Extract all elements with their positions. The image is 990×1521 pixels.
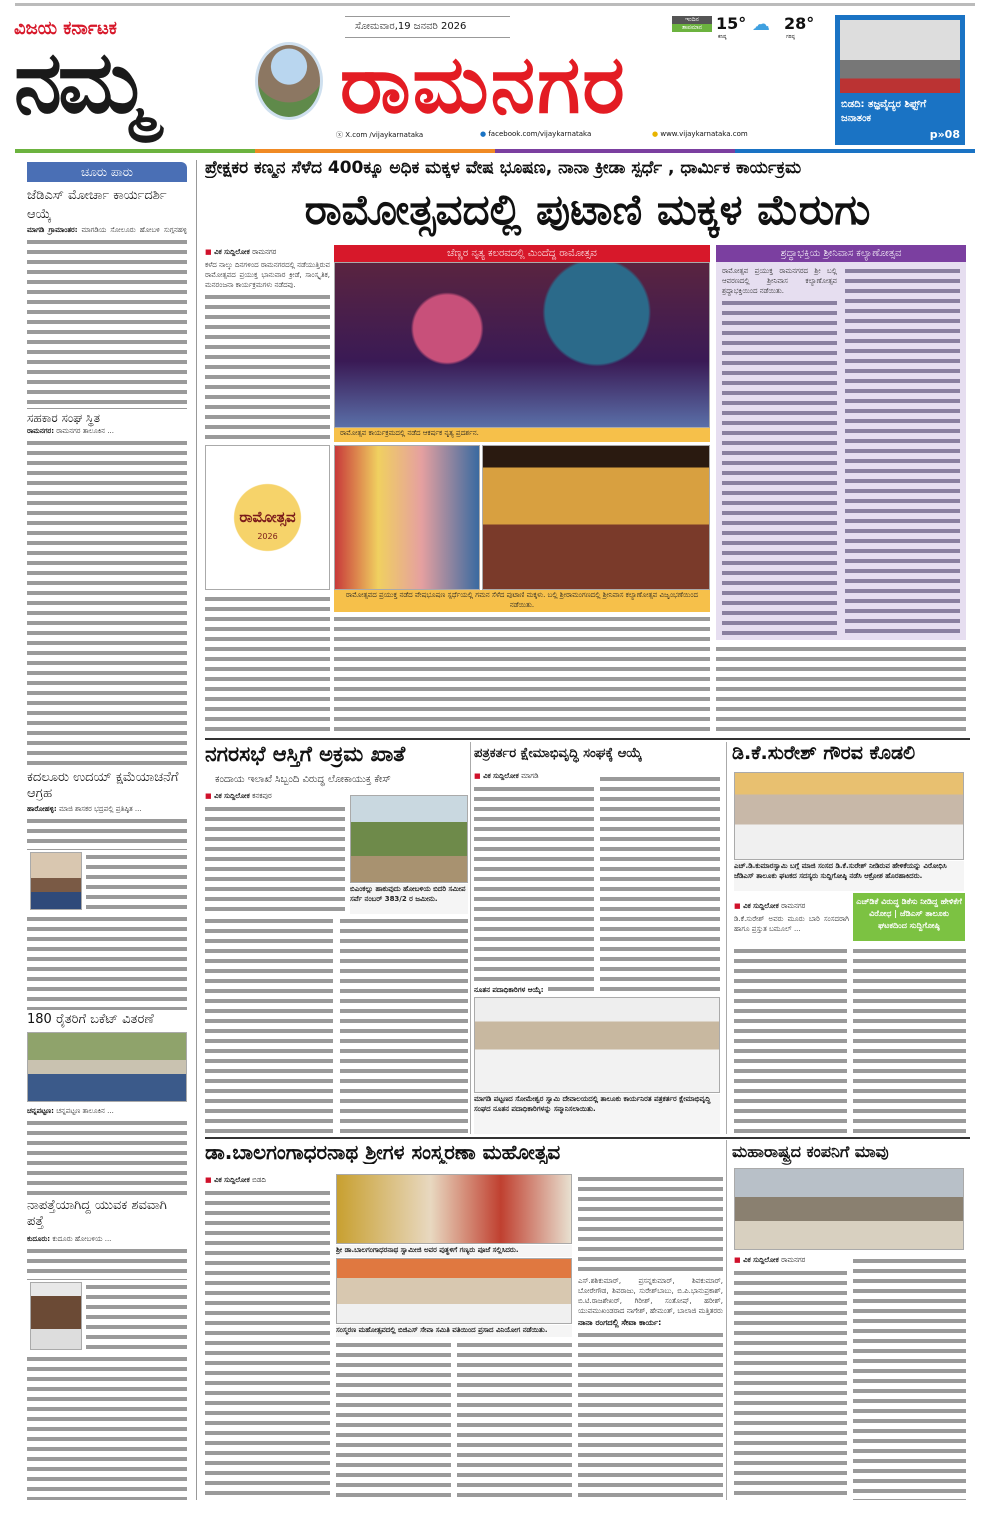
social-x[interactable] [336, 130, 423, 140]
weather-label-top: ಇಂದಿನ [672, 16, 712, 24]
sidebar-header: ಚೂರು ಪಾರು [27, 162, 187, 182]
masthead-title-right: ರಾಮನಗರ [340, 38, 627, 131]
col-divider-a [470, 742, 471, 1134]
balagangadhar-body5 [578, 1330, 723, 1500]
sidebar-body-3a [27, 816, 187, 850]
sidebar-body-3c [27, 914, 187, 1010]
weather-widget [672, 14, 832, 42]
promo-box[interactable] [835, 15, 965, 145]
nagarasabhe-headline: ನಗರಸಭೆ ಆಸ್ತಿಗೆ ಅಕ್ರಮ ಖಾತೆ [205, 742, 406, 766]
nagarasabhe-subhead: ಕಂದಾಯ ಇಲಾಖೆ ಸಿಬ್ಬಂದಿ ವಿರುದ್ಧ ಲೋಕಾಯುಕ್ತ ಕೇಸ್ [215, 774, 391, 785]
lead-photo-dance [334, 262, 710, 428]
nagarasabhe-photo-caption: ಬಿಎಂಕಲ್ಲು ಹಾಕುವುದು ಹೋಬಳಿಯ ಬಿದರಿ ಸಮೀಪ ಸರ್ವೆ ನಂಬರ್ 383/2 ರ ಜಮೀನು. [350, 884, 468, 914]
balagangadhar-names: ಎಸ್.ಶಶಿಕುಮಾರ್, ಪ್ರಸನ್ನಕುಮಾರ್, ಶಿವಕುಮಾರ್, ಬೋರೇಗೌಡ, ಶಿವರಾಜು, ಸುರೇಶ್‌ಬಾಬು, ಬಿ.ಪಿ.ಭಾನುಪ್ರಕಾಶ್, ಬಿ.ಟಿ.ರಾಜಶೇಖರ್, ಗಿರೀಶ್, ಸಂತೋಷ್, ಹರೀಶ್, ಯುವಮುಖಂಡರಾದ ನಾಗೇಶ್, ಹೇಮಂತ್, ಬಾಲಾಜಿ ಮತ್ತಿತರರು [578, 1277, 723, 1315]
promo-page: p»08 [929, 128, 960, 141]
sidebar-divider [196, 160, 197, 1500]
maharashtra-body2 [853, 1256, 966, 1500]
row-divider-1 [205, 738, 970, 740]
sidebar-lead-2: ರಾಮನಗರ: ರಾಮನಗರ ತಾಲೂಕಿನ ... [27, 427, 114, 435]
balagangadhar-headline: ಡಾ.ಬಾಲಗಂಗಾಧರನಾಥ ಶ್ರೀಗಳ ಸಂಸ್ಮರಣಾ ಮಹೋತ್ಸವ [205, 1140, 561, 1164]
lead-side-body2 [845, 266, 960, 636]
balagangadhar-body1 [205, 1188, 330, 1500]
sidebar-body-4 [27, 1118, 187, 1196]
ramotsava-logo [205, 445, 330, 590]
dksuresh-photo-caption: ಎಚ್.ಡಿ.ಕುಮಾರಸ್ವಾಮಿ ಬಗ್ಗೆ ಮಾಜಿ ಸಂಸದ ಡಿ.ಕೆ.ಸುರೇಶ್ ನೀಡಿರುವ ಹೇಳಿಕೆಯನ್ನು ವಿರೋಧಿಸಿ ಜೆಡಿಎಸ್ ತಾಲೂಕು ಘಟಕದ ಸದಸ್ಯರು ಸುದ್ದಿಗೋಷ್ಠಿ ನಡೆಸಿ ಆಕ್ರೋಶ ಹೊರಹಾಕಿದರು. [734, 861, 964, 891]
sidebar-lead-3: ಹಾರೋಹಳ್ಳಿ: ಮಾಜಿ ಶಾಸಕರ ಭದ್ರಪಲ್ಲಿ ಪ್ರತಿಷ್ಠಿತ ... [27, 805, 142, 813]
sidebar-body-2 [27, 438, 187, 768]
lead-side-text: ರಾಮೋತ್ಸವ ಪ್ರಯುಕ್ತ ರಾಮನಗರದ ಶ್ರೀ ಬಲ್ಲಿ ಆವರಣದಲ್ಲಿ ಶ್ರೀನಿವಾಸ ಕಲ್ಯಾಣೋತ್ಸವ ಶ್ರದ್ಧಾಭಕ್ತಿಯಿಂದ ನಡೆಯಿತು. [722, 267, 837, 295]
col-divider-b [726, 742, 727, 1134]
social-web-text: www.vijaykarnataka.com [660, 130, 748, 138]
weather-label-bottom: ತಾಪಮಾನ [672, 24, 712, 32]
date-text: ಸೋಮವಾರ,19 ಜನವರಿ 2026 [355, 21, 467, 32]
journalist-photo-caption: ಮಾಗಡಿ ಪಟ್ಟಣದ ಸೋಮೇಶ್ವರ ಸ್ವಾಮಿ ದೇವಾಲಯದಲ್ಲಿ ತಾಲೂಕು ಕಾರ್ಯನಿರತ ಪತ್ರಕರ್ತರ ಕ್ಷೇಮಾಭಿವೃದ್ಧಿ ಸಂಘದ ನೂತನ ಪದಾಧಿಕಾರಿಗಳನ್ನು ಸನ್ಮಾನಿಸಲಾಯಿತು. [474, 1094, 720, 1134]
dksuresh-byline: ■ ವಿಕ ಸುದ್ದಿಲೋಕ ರಾಮನಗರ [734, 902, 805, 911]
top-rule [15, 3, 975, 6]
lead-photo2-caption: ರಾಮೋತ್ಸವದ ಪ್ರಯುಕ್ತ ನಡೆದ ವೇಷಭೂಷಣ ಸ್ಪರ್ಧೆಯಲ್ಲಿ ಗಮನ ಸೆಳೆದ ಪುಟಾಣಿ ಮಕ್ಕಳು. ಬಲ್ಲಿ ಶ್ರೀರಾಮಂಗಣದಲ್ಲಿ ಶ್ರೀನಿವಾಸ ಕಲ್ಯಾಣೋತ್ಸವ ವಿಜೃಂಭಣೆಯಿಂದ ನಡೆಯಿತು. [334, 590, 710, 612]
min-temp-label: ಕನಿಷ್ಠ [718, 34, 727, 40]
lead-headline: ರಾಮೋತ್ಸವದಲ್ಲಿ ಪುಟಾಣಿ ಮಕ್ಕಳ ಮೆರುಗು [304, 185, 871, 234]
maharashtra-body1 [734, 1268, 847, 1500]
lead-body-col1 [205, 292, 330, 440]
sidebar-headline-1: ಜೆಡಿಎಸ್ ಮೋರ್ಚಾ ಕಾರ್ಯದರ್ಶಿ ಆಯ್ಕೆ [27, 188, 167, 222]
dksuresh-body2 [853, 946, 966, 1134]
sidebar-body-5c [27, 1354, 187, 1500]
cloud-sun-rain-icon: ☁ [752, 14, 770, 35]
lead-body-row [205, 594, 330, 734]
sidebar-headline-3: ಕದಲೂರು ಉದಯ್ ಕ್ಷಮೆಯಾಚನೆಗೆ ಆಗ್ರಹ [27, 770, 179, 801]
balagangadhar-photo1-caption: ಶ್ರೀ ಡಾ.ಬಾಲಗಂಗಾಧರನಾಥ ಸ್ವಾಮೀಜಿ ಅವರ ಪುತ್ಥಳಿಗೆ ಗಣ್ಯರು ಪೂಜೆ ಸಲ್ಲಿಸಿದರು. [336, 1245, 572, 1257]
sidebar-portrait-1 [30, 852, 82, 910]
balagangadhar-photo2-caption: ಸಂಸ್ಮರಣ ಮಹೋತ್ಸವದಲ್ಲಿ ಬಿಜಿಎಸ್ ಸೇವಾ ಸಮಿತಿ ವತಿಯಿಂದ ಪ್ರಸಾದ ವಿನಿಯೋಗ ನಡೆಯಿತು. [336, 1325, 572, 1337]
maharashtra-photo [734, 1168, 964, 1250]
max-temp-label: ಗರಿಷ್ಠ [786, 34, 795, 40]
sidebar-lead-4: ಚನ್ನಪಟ್ಟಣ: ಚನ್ನಪಟ್ಟಣ ತಾಲೂಕಿನ ... [27, 1107, 114, 1115]
lead-kicker: ಪ್ರೇಕ್ಷಕರ ಕಣ್ಮನ ಸೆಳೆದ 400ಕ್ಕೂ ಅಧಿಕ ಮಕ್ಕಳ ವೇಷ ಭೂಷಣ, ನಾನಾ ಕ್ರೀಡಾ ಸ್ಪರ್ಧೆ , ಧಾರ್ಮಿಕ ಕಾರ್ಯಕ್ರಮ [205, 158, 802, 178]
lead-byline: ■ ವಿಕ ಸುದ್ದಿಲೋಕ ರಾಮನಗರ [205, 248, 276, 257]
lead-photo-kalyanotsava [482, 445, 710, 590]
lead-photo1-caption: ರಾಮೋತ್ಸವ ಕಾರ್ಯಕ್ರಮದಲ್ಲಿ ನಡೆದ ಆಕರ್ಷಕ ನೃತ್ಯ ಪ್ರದರ್ಶನ. [334, 428, 710, 442]
social-web[interactable] [652, 130, 748, 138]
col-divider-c [726, 1140, 727, 1500]
color-rule-blue [735, 149, 975, 153]
lead-photo-header: ಚೆಣ್ಣರ ನೃತ್ಯ ಕಲರವದಲ್ಲಿ ಮಿಂದೆದ್ದ ರಾಮೋತ್ಸವ [334, 245, 710, 262]
balagangadhar-body2 [336, 1340, 451, 1500]
social-x-text: X.com /vijaykarnataka [345, 131, 424, 139]
sidebar-headline-4: 180 ರೈತರಿಗೆ ಬಕೆಟ್ ವಿತರಣೆ [27, 1012, 154, 1027]
max-temp: 28° [784, 14, 815, 33]
journalist-photo [474, 997, 720, 1093]
sidebar-photo-farmers [27, 1032, 187, 1102]
lead-photo-kids [334, 445, 480, 590]
journalist-body2 [600, 774, 720, 994]
sidebar-lead-1: ಮಾಗಡಿ ಗ್ರಾಮಾಂತರ: ಮಾಗಡಿಯ ಸೋಲೂರು ಹೋಬಳಿ ಸುಗ್ಗನಹಳ್ಳಿ [27, 226, 187, 234]
nagarasabhe-photo-land [350, 795, 468, 883]
dksuresh-headline: ಡಿ.ಕೆ.ಸುರೇಶ್ ಗೌರವ ಕೊಡಲಿ [732, 742, 916, 764]
sidebar-portrait-2 [30, 1282, 82, 1350]
lead-side-body3 [716, 644, 966, 734]
row-divider-2 [205, 1137, 970, 1139]
promo-photo [840, 20, 960, 93]
sidebar-headline-2: ಸಹಕಾರ ಸಂಘ ಸ್ಥಿತ [27, 408, 187, 426]
dksuresh-body1 [734, 946, 847, 1134]
balagangadhar-body4 [578, 1174, 723, 1274]
nagarasabhe-body3 [340, 916, 468, 1136]
balagangadhar-photo-prasada [336, 1258, 572, 1324]
sidebar-body-1 [27, 237, 187, 405]
lead-body-row2 [334, 614, 710, 734]
nagarasabhe-byline: ■ ವಿಕ ಸುದ್ದಿಲೋಕ ಕನಕಪುರ [205, 792, 272, 801]
sidebar-body-5a [27, 1246, 187, 1280]
maharashtra-headline: ಮಹಾರಾಷ್ಟ್ರದ ಕಂಪನಿಗೆ ಮಾವು [732, 1142, 889, 1161]
ramotsava-logo-text: ರಾಮೋತ್ಸವ [239, 508, 296, 526]
balagangadhar-byline: ■ ವಿಕ ಸುದ್ದಿಲೋಕ ಬಿಡದಿ [205, 1176, 266, 1185]
journalist-byline: ■ ವಿಕ ಸುದ್ದಿಲೋಕ ಮಾಗಡಿ [474, 772, 538, 781]
globe-icon: ● [652, 130, 659, 138]
sidebar-body-3b [86, 852, 187, 912]
journalist-subsection: ನೂತನ ಪದಾಧಿಕಾರಿಗಳ ಆಯ್ಕೆ: [474, 986, 548, 995]
dksuresh-highlight: ಎಚ್‌ಡಿಕೆ ವಿರುದ್ಧ ಡಿಕೆಸು ನೀಡಿದ್ದ ಹೇಳಿಕೆಗೆ ವಿರೋಧ | ಜೆಡಿಎಸ್ ತಾಲೂಕು ಘಟಕದಿಂದ ಸುದ್ದಿಗೋಷ್ಠಿ [853, 893, 965, 941]
lead-side-header: ಶ್ರದ್ಧಾಭಕ್ತಿಯ ಶ್ರೀನಿವಾಸ ಕಲ್ಯಾಣೋತ್ಸವ [716, 245, 966, 262]
facebook-icon: ● [480, 130, 487, 138]
maharashtra-byline: ■ ವಿಕ ಸುದ್ದಿಲೋಕ ರಾಮನಗರ [734, 1256, 805, 1265]
balagangadhar-photo-pooja [336, 1174, 572, 1244]
color-rule-orange [255, 149, 495, 153]
sidebar-body-5b [86, 1282, 187, 1352]
nagarasabhe-body1 [205, 804, 345, 912]
nagarasabhe-body2 [205, 916, 333, 1136]
sidebar-lead-5: ಕುದೂರು: ಕುದೂರು ಹೋಬಳಿಯ ... [27, 1235, 112, 1243]
dksuresh-photo [734, 772, 964, 860]
journalist-body1 [474, 784, 594, 994]
lead-side-body1 [722, 298, 837, 636]
masthead-hill-image [255, 42, 323, 120]
journalist-headline: ಪತ್ರಕರ್ತರ ಕ್ಷೇಮಾಭಿವೃದ್ಧಿ ಸಂಘಕ್ಕೆ ಆಯ್ಕೆ [474, 746, 642, 761]
masthead-title-left: ನಮ್ಮ [14, 33, 148, 133]
balagangadhar-subsection: ನಾನಾ ರಂಗದಲ್ಲಿ ಸೇವಾ ಕಾರ್ಯ: [578, 1318, 662, 1327]
promo-text: ಬಿಡದಿ: ತಜ್ಞವೈದ್ಯರ ಶಿಫ್ಟ್‌ಗೆ ಜನಾತಂಕ [841, 99, 927, 124]
sidebar-headline-5: ನಾಪತ್ತೆಯಾಗಿದ್ದ ಯುವಕ ಶವವಾಗಿ ಪತ್ತೆ [27, 1198, 167, 1229]
color-rule-purple [495, 149, 735, 153]
min-temp: 15° [716, 14, 747, 33]
dksuresh-lead: ಡಿ.ಕೆ.ಸುರೇಶ್ ಅವರು ಮೂರು ಬಾರಿ ಸಂಸದರಾಗಿ ಹಾಗೂ ಪ್ರಸ್ತುತ ಬಮೂಲ್ ... [734, 915, 849, 933]
brand-logo: ವಿಜಯ ಕರ್ನಾಟಕ [14, 18, 117, 39]
lead-text: ಕಳೆದ ನಾಲ್ಕು ದಿನಗಳಿಂದ ರಾಮನಗರದಲ್ಲಿ ನಡೆಯುತ್ತಿರುವ ರಾಮೋತ್ಸವದ ಪ್ರಯುಕ್ತ ಭಾನುವಾರ ಕ್ರೀಡೆ, ಸಾಂಸ್ಕೃತಿಕ, ಮನರಂಜನಾ ಕಾರ್ಯಕ್ರಮಗಳು ನಡೆದವು. [205, 261, 330, 289]
social-facebook-text: facebook.com/vijaykarnataka [488, 130, 592, 138]
balagangadhar-body3 [457, 1340, 572, 1500]
color-rule-green [15, 149, 255, 153]
social-facebook[interactable] [480, 130, 591, 138]
ramotsava-logo-year: 2026 [257, 532, 278, 541]
x-icon: ⓧ [336, 131, 343, 139]
